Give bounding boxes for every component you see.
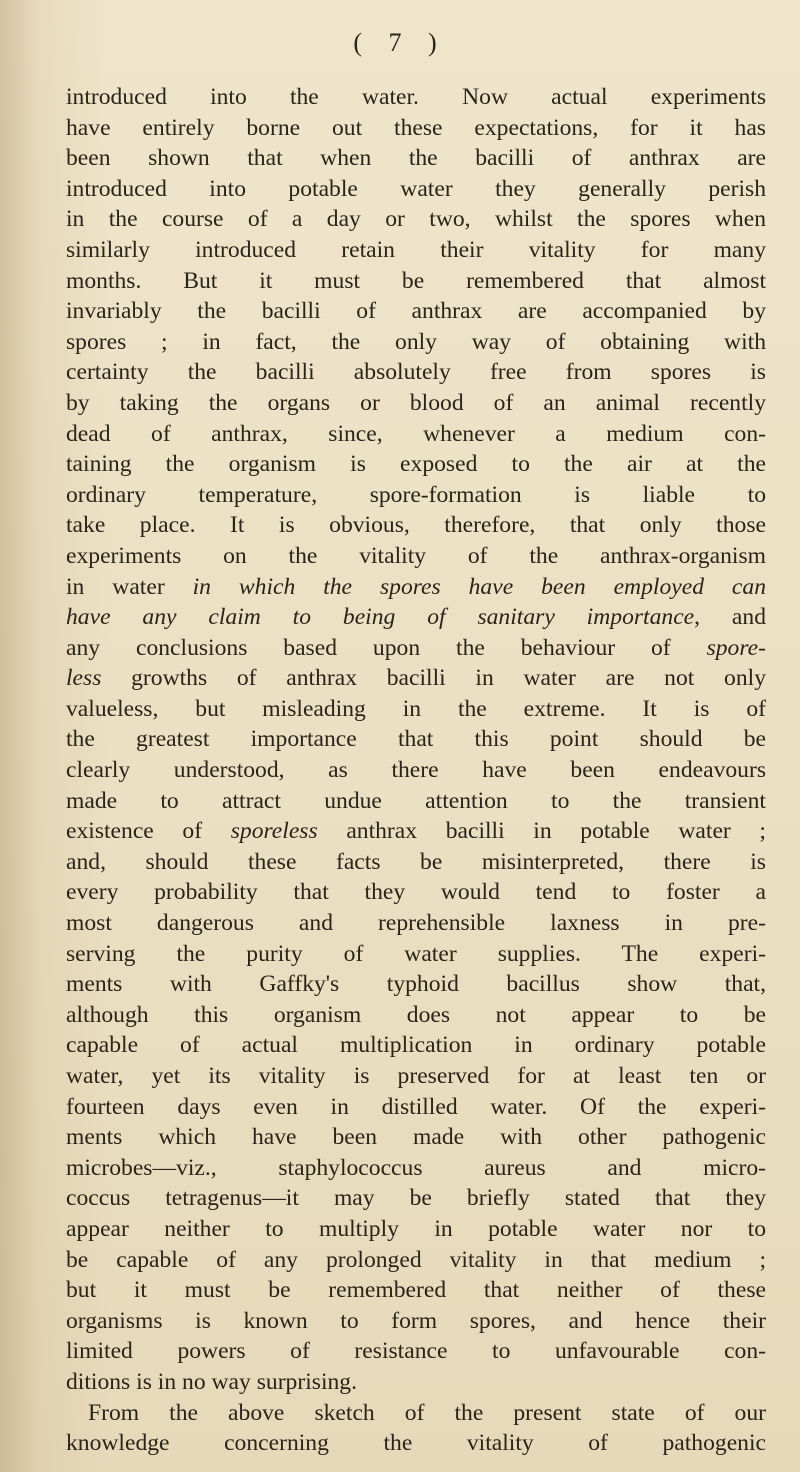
text-line: limited powers of resistance to unfavourable con- — [66, 1338, 766, 1365]
text-line: valueless, but misleading in the extreme. It is of — [66, 695, 766, 722]
text-line: ordinary temperature, spore-formation is liable to — [66, 481, 766, 508]
italic-phrase: have any claim to being of sanitary importance — [66, 604, 695, 631]
text-line: most dangerous and reprehensible laxness in pre- — [66, 910, 766, 937]
text-line: appear neither to multiply in potable water nor to — [66, 1215, 766, 1242]
text-line: been shown that when the bacilli of anthrax are — [66, 145, 766, 172]
text-line: From the above sketch of the present state of our — [88, 1399, 766, 1426]
text-line: have entirely borne out these expectations, for it has — [66, 114, 766, 141]
text-line: be capable of any prolonged vitality in that medium ; — [66, 1246, 766, 1273]
text-line: similarly introduced retain their vitality for many — [66, 236, 766, 263]
text-line: invariably the bacilli of anthrax are accompanied by — [66, 298, 766, 325]
text-line: in water in which the spores have been employed can — [66, 573, 766, 600]
text-line: the greatest importance that this point should be — [66, 726, 766, 753]
text-line: every probability that they would tend to foster a — [66, 879, 766, 906]
text-line: coccus tetragenus—it may be briefly stated that they — [66, 1185, 766, 1212]
text-line: introduced into the water. Now actual experiments — [66, 84, 766, 110]
text-line: ments which have been made with other pathogenic — [66, 1124, 766, 1151]
text-line: capable of actual multiplication in ordinary potable — [66, 1032, 766, 1059]
text-line: experiments on the vitality of the anthrax-organism — [66, 542, 766, 569]
text-line: microbes—viz., staphylococcus aureus and micro- — [66, 1154, 766, 1181]
text-line: taining the organism is exposed to the air at the — [66, 451, 766, 478]
italic-phrase: in which the spores have been employed can — [192, 573, 766, 600]
body-text — [66, 82, 766, 1459]
text-line: clearly understood, as there have been endeavours — [66, 757, 766, 784]
italic-word: spore- — [706, 634, 766, 661]
text-line: have any claim to being of sanitary importance, and — [66, 604, 766, 631]
text-line: by taking the organs or blood of an animal recently — [66, 389, 766, 416]
text-line: ditions is in no way surprising. — [66, 1368, 357, 1395]
italic-word: sporeless — [230, 818, 318, 845]
text-line: take place. It is obvious, therefore, that only those — [66, 512, 766, 539]
text-line: ments with Gaffky's typhoid bacillus show that, — [66, 971, 766, 998]
text-line: and, should these facts be misinterpreted, there is — [66, 848, 766, 875]
text-line: dead of anthrax, since, whenever a medium con- — [66, 420, 766, 447]
text-line: any conclusions based upon the behaviour of spore- — [66, 634, 766, 661]
text-line: organisms is known to form spores, and hence their — [66, 1307, 766, 1334]
text-line: in the course of a day or two, whilst the spores when — [66, 206, 766, 233]
text-line: knowledge concerning the vitality of pathogenic — [66, 1430, 766, 1457]
text-line: existence of sporeless anthrax bacilli in potable water ; — [66, 818, 766, 845]
text-line: certainty the bacilli absolutely free from spores is — [66, 359, 766, 386]
text-line: although this organism does not appear to be — [66, 1001, 766, 1028]
text-line: serving the purity of water supplies. The experi- — [66, 940, 766, 967]
text-line: but it must be remembered that neither of these — [66, 1277, 766, 1304]
text-line: fourteen days even in distilled water. Of the experi- — [66, 1093, 766, 1120]
italic-word: less — [66, 665, 102, 692]
text-line: made to attract undue attention to the transient — [66, 787, 766, 814]
text-line: water, yet its vitality is preserved for at least ten or — [66, 1063, 766, 1089]
text-line: months. But it must be remembered that almost — [66, 267, 766, 294]
text-line: less growths of anthrax bacilli in water are not only — [66, 665, 766, 692]
page-number: ( 7 ) — [353, 28, 447, 57]
text-line: spores ; in fact, the only way of obtaining with — [66, 328, 766, 355]
text-line: introduced into potable water they generally perish — [66, 175, 766, 202]
